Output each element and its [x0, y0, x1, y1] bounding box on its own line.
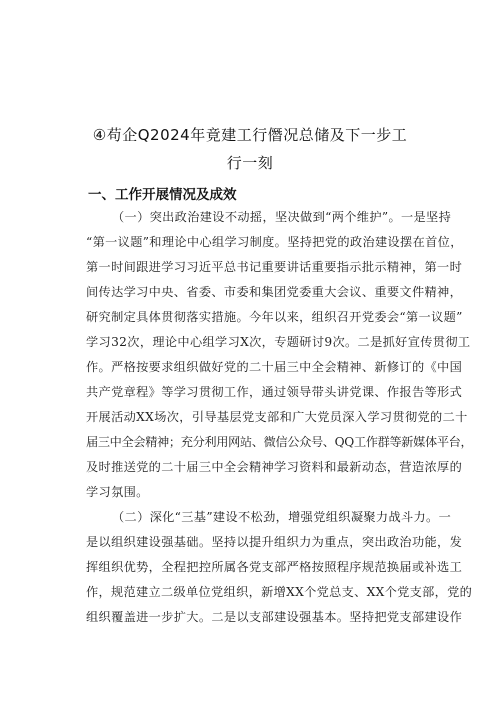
body-line: 是以组织建设强基础。坚持以提升组织力为重点，突出政治功能，发 — [86, 535, 463, 549]
body-line: “第一议题”和理论中心组学习制度。坚持把党的政治建设摆在首位， — [86, 235, 463, 249]
body-line: 作，规范建立二级单位党组织，新增XX个党总支、XX个党支部，党的 — [86, 585, 473, 599]
body-line: 组织覆盖进一步扩大。二是以支部建设强基本。坚持把党支部建设作 — [86, 610, 463, 624]
body-line: 研究制定具体贯彻落实措施。今年以来，组织召开党委会“第一议题” — [86, 310, 463, 324]
body-line: （二）深化“三基”建设不松劲，增强党组织凝聚力战斗力。一 — [112, 510, 452, 524]
body-line: 挥组织优势，全程把控所属各党支部严格按照程序规范换届或补选工 — [86, 560, 463, 574]
body-line: 共产党章程》等学习贯彻工作，通过领导带头讲党课、作报告等形式 — [86, 385, 463, 399]
body-line: 学习氛围。 — [86, 485, 149, 499]
body-line: 作。严格按要求组织做好党的二十届三中全会精神、新修订的《中国 — [86, 360, 463, 374]
document-title-line-1: ④苟企Q2024年竟建工行僭况总储及下一步工 — [92, 126, 408, 144]
body-line: 开展活动XX场次，引导基层党支部和广大党员深入学习贯彻党的二十 — [86, 410, 468, 424]
body-line: 间传达学习中央、省委、市委和集团党委重大会议、重要文件精神， — [86, 285, 463, 299]
body-line: （一）突出政治建设不动摇，坚决做到“两个维护”。一是坚持 — [112, 210, 452, 224]
body-line: 及时推送党的二十届三中全会精神学习资料和最新动态，营造浓厚的 — [86, 460, 463, 474]
body-line: 届三中全会精神；充分利用网站、微信公众号、QQ工作群等新媒体平台， — [86, 435, 473, 449]
document-title-line-2: 行一刻 — [226, 154, 274, 172]
section-heading: 一、工作开展情况及成效 — [88, 187, 237, 203]
body-line: 学习32次，理论中心组学习X次，专题研讨9次。二是抓好宣传贯彻工 — [86, 335, 471, 349]
body-line: 第一时间跟进学习习近平总书记重要讲话重要指示批示精神，第一时 — [86, 260, 463, 274]
